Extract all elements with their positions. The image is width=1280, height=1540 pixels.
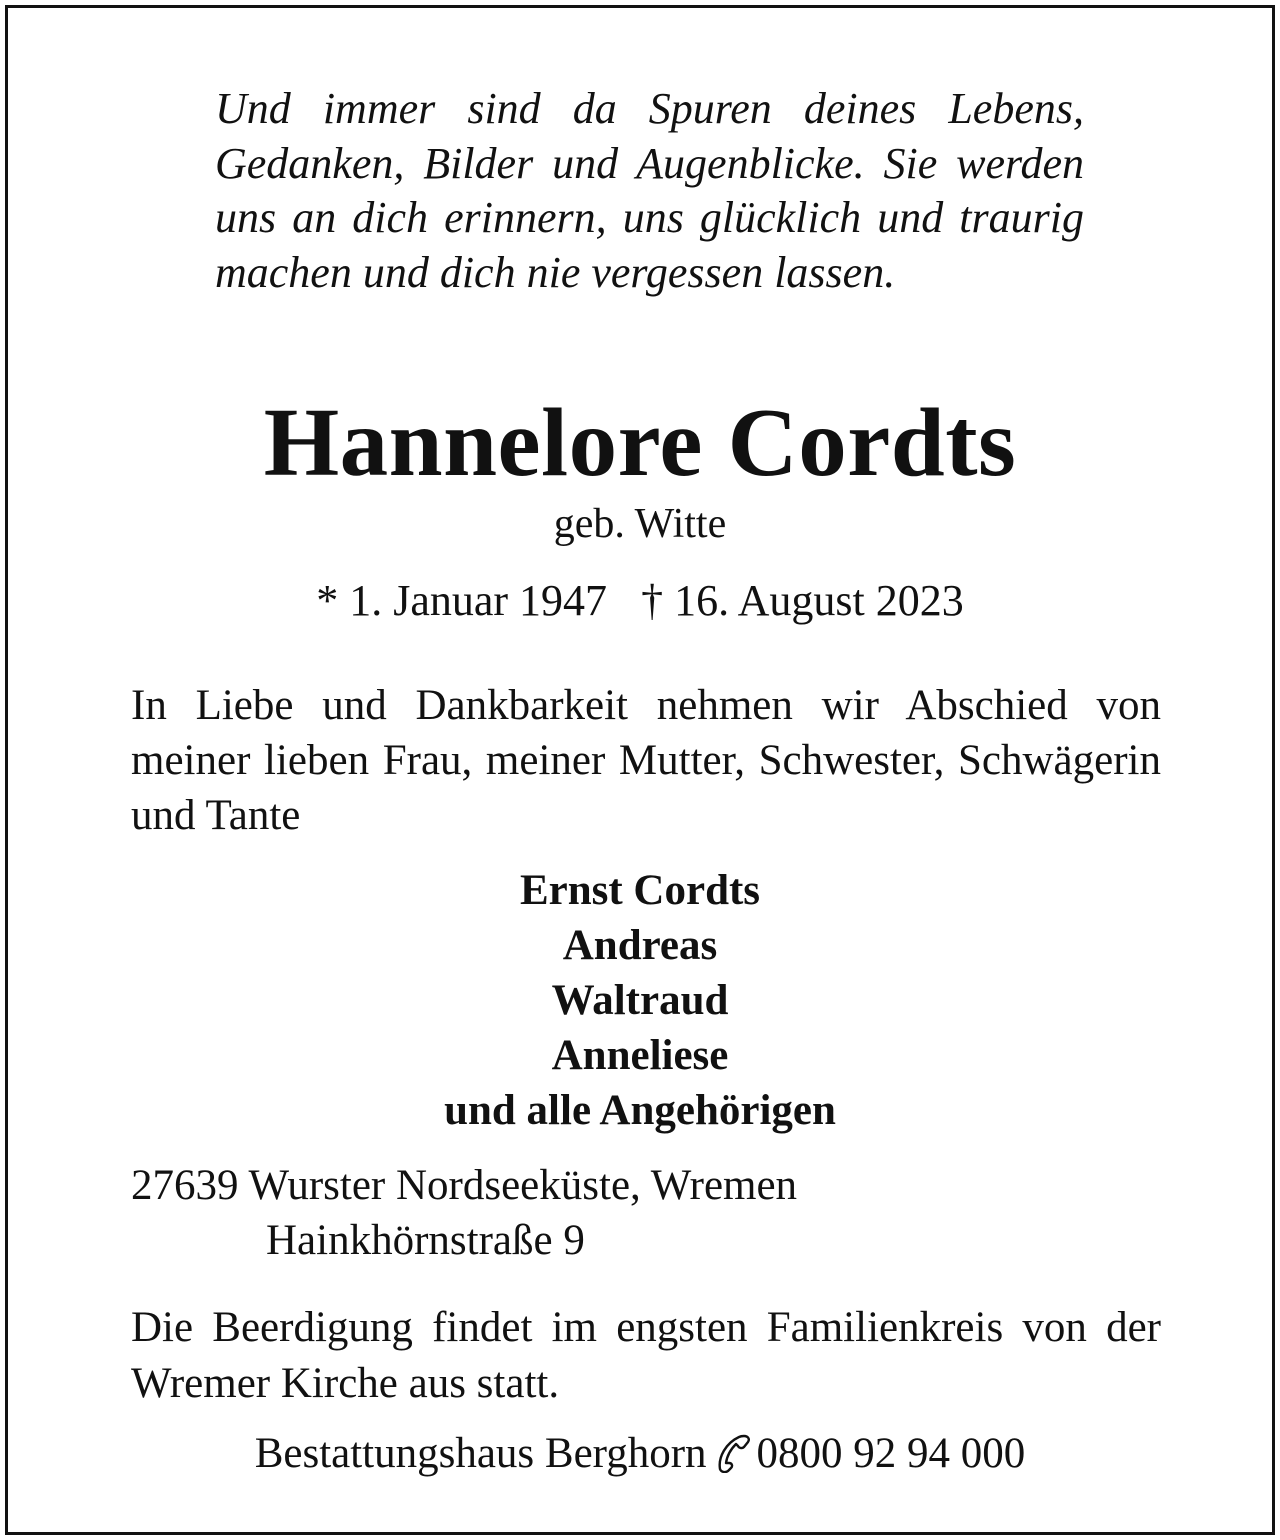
mourner-name: Waltraud	[551, 977, 729, 1024]
mourners-list	[8, 863, 1272, 1138]
memorial-poem: Und immer sind da Spuren deines Lebens, Gedanken, Bilder und Augenblicke. Sie werden uns an dich erinnern, uns glücklich und traurig machen und dich nie vergessen lassen.	[215, 84, 1084, 297]
undertaker-phone: 0800 92 94 000	[756, 1430, 1026, 1477]
deceased-name: Hannelore Cordts	[263, 389, 1017, 496]
mourner-name: Andreas	[562, 922, 718, 969]
life-dates	[8, 573, 1272, 629]
birth-name: geb. Witte	[553, 501, 727, 547]
undertaker-name: Bestattungshaus Berghorn	[254, 1430, 707, 1477]
funeral-text: Die Beerdigung findet im engsten Familienkreis von der Wremer Kirche aus statt.	[131, 1304, 1161, 1407]
undertaker-line	[8, 1426, 1272, 1482]
death-date: † 16. August 2023	[641, 576, 964, 625]
birth-date: * 1. Januar 1947	[316, 576, 608, 625]
mourner-name: Anneliese	[551, 1032, 729, 1079]
mourner-name: Ernst Cordts	[519, 867, 761, 914]
obituary-notice	[5, 5, 1275, 1535]
phone-icon	[717, 1433, 753, 1473]
family-address	[131, 1158, 797, 1268]
address-street: Hainkhörnstraße 9	[266, 1217, 585, 1264]
farewell-text: In Liebe und Dankbarkeit nehmen wir Abschied von meiner lieben Frau, meiner Mutter, Schwester, Schwägerin und Tante	[131, 682, 1161, 839]
mourner-name: und alle Angehörigen	[444, 1087, 836, 1134]
address-city-line: 27639 Wurster Nordseeküste, Wremen	[131, 1162, 798, 1209]
